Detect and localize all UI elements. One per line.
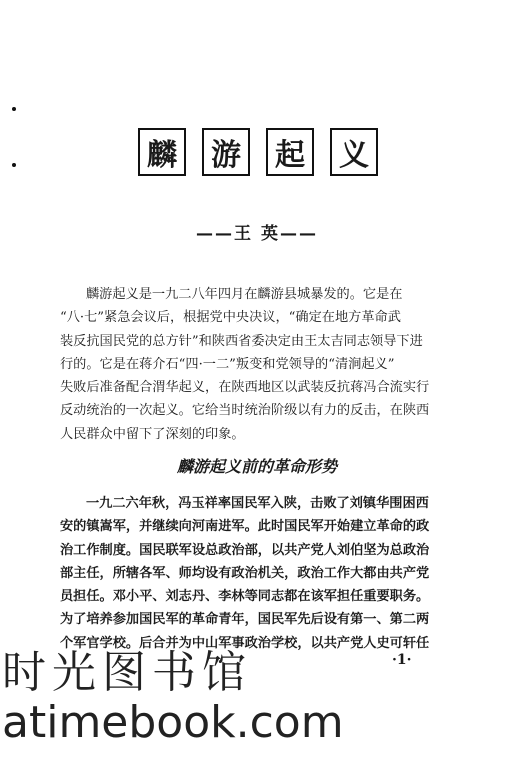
- article-title: [138, 128, 378, 176]
- title-char: 起: [266, 128, 314, 176]
- text-line: 反动统治的一次起义。它给当时统治阶级以有力的反击，在陕西: [60, 403, 430, 419]
- watermark-url: atimebook.com: [2, 697, 344, 748]
- margin-mark: [12, 163, 16, 167]
- text-line: “八·七”紧急会议后，根据党中央决议，“确定在地方革命武: [60, 310, 401, 326]
- text-line: 行的。它是在蒋介石“四·一二”叛变和党领导的“清涧起义”: [60, 356, 395, 372]
- title-char: 义: [330, 128, 378, 176]
- text-line: 人民群众中留下了深刻的印象。: [60, 426, 245, 442]
- watermark-text: 时光图书馆: [2, 647, 252, 698]
- text-line: 安的镇嵩军，并继续向河南进军。此时国民军开始建立革命的政: [60, 519, 430, 535]
- text-line: 员担任。邓小平、刘志丹、李林等同志都在该军担任重要职务。: [60, 589, 430, 605]
- text-line: 部主任，所辖各军、师均设有政治机关，政治工作大都由共产党: [60, 565, 430, 581]
- text-line: 治工作制度。国民联军设总政治部，以共产党人刘伯坚为总政治: [60, 542, 430, 558]
- text-line: 失败后准备配合渭华起义，在陕西地区以武装反抗蒋冯合流实行: [60, 380, 430, 396]
- margin-mark: [12, 107, 16, 111]
- title-char: 游: [202, 128, 250, 176]
- text-line: 一九二六年秋，冯玉祥率国民军入陕，击败了刘镇华围困西: [86, 496, 429, 511]
- section-heading: 麟游起义前的革命形势: [176, 457, 337, 476]
- text-line: 为了培养参加国民军的革命青年，国民军先后设有第一、第二两: [60, 612, 430, 628]
- text-line: 个军官学校。后合并为中山军事政治学校，以共产党人史可轩任: [60, 635, 430, 651]
- author-byline: ——王 英——: [196, 224, 318, 244]
- section-paragraph: [60, 492, 460, 655]
- text-line: 麟游起义是一九二八年四月在麟游县城暴发的。它是在: [86, 287, 403, 302]
- title-char: 麟: [138, 128, 186, 176]
- intro-paragraph: [60, 283, 460, 446]
- page-number: ·1·: [392, 652, 412, 668]
- text-line: 装反抗国民党的总方针”和陕西省委决定由王太吉同志领导下进: [60, 333, 423, 349]
